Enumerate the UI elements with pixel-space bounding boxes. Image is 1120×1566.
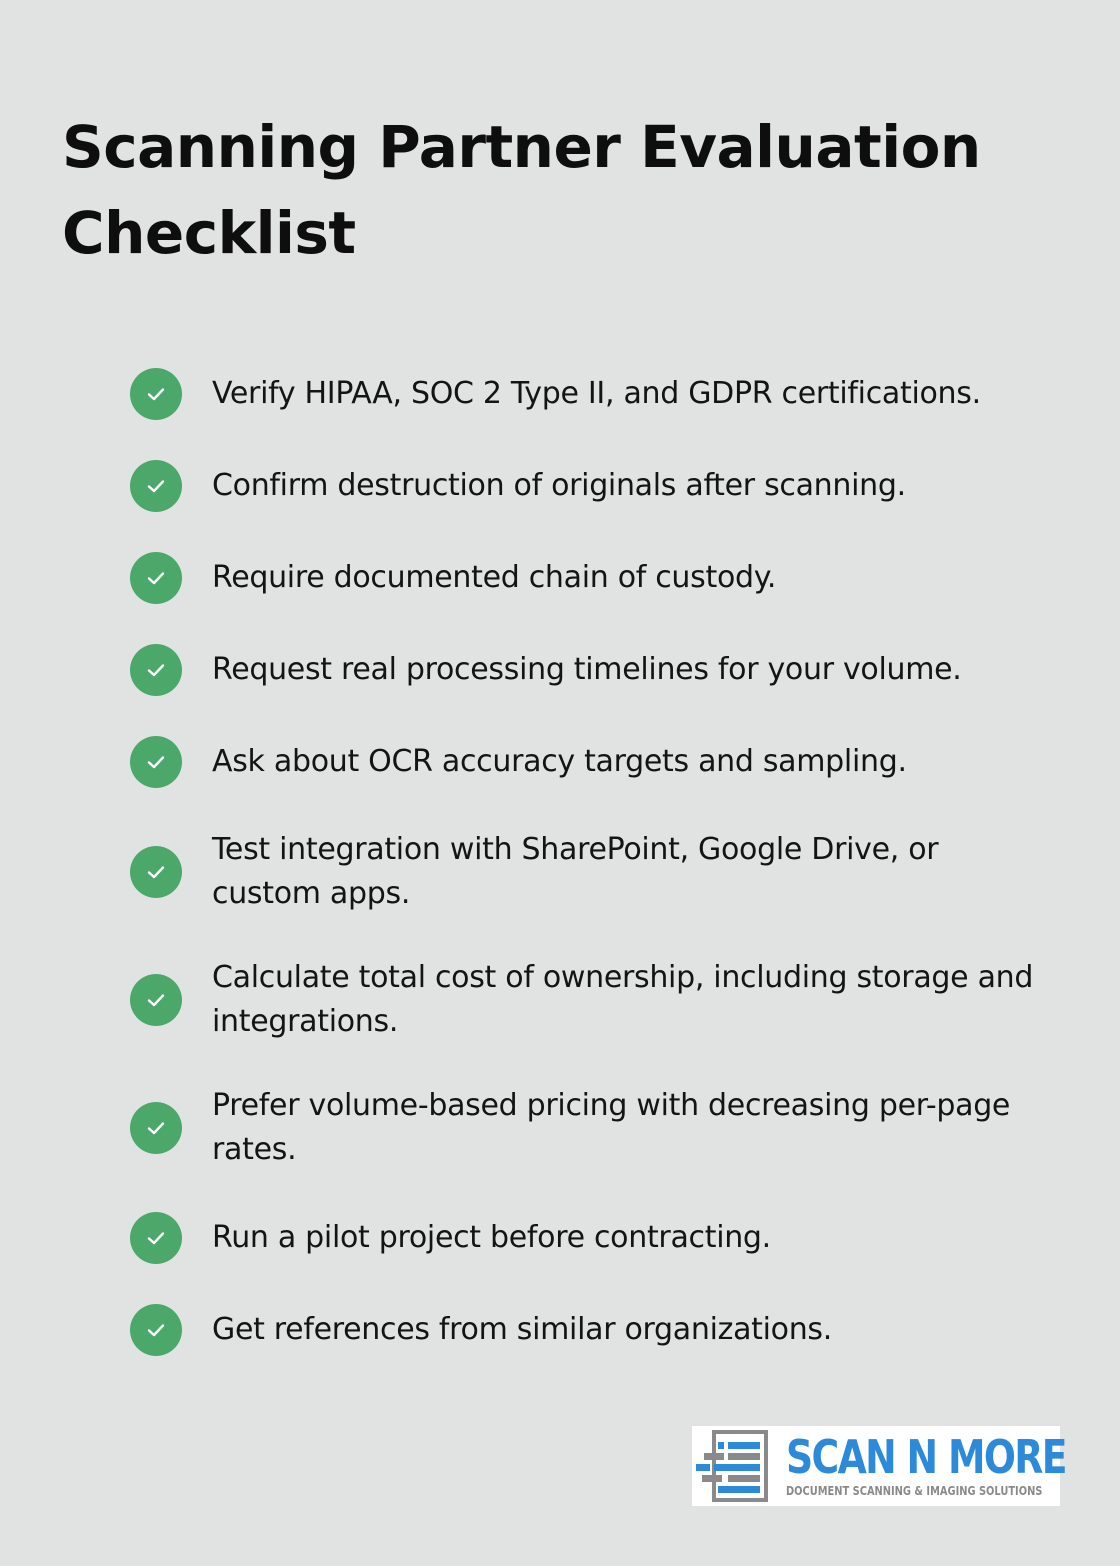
- checklist-item-text: Verify HIPAA, SOC 2 Type II, and GDPR certifications.: [212, 376, 981, 411]
- checklist-item: [130, 368, 1060, 420]
- checklist-item: [130, 644, 1060, 696]
- checklist-item: [130, 828, 1060, 916]
- checklist-item-text: Request real processing timelines for your volume.: [212, 652, 962, 687]
- checklist-item: [130, 1212, 1060, 1264]
- check-circle-icon: [130, 460, 182, 512]
- check-circle-icon: [130, 736, 182, 788]
- document-scan-icon: [692, 1426, 774, 1506]
- check-circle-icon: [130, 1304, 182, 1356]
- logo-tagline: DOCUMENT SCANNING & IMAGING SOLUTIONS: [786, 1484, 1043, 1498]
- page-title: Scanning Partner Evaluation Checklist: [62, 113, 981, 267]
- check-circle-icon: [130, 846, 182, 898]
- check-circle-icon: [130, 644, 182, 696]
- checklist-item-text: Get references from similar organizations.: [212, 1312, 832, 1347]
- checklist-item-text: Test integration with SharePoint, Google Drive, or custom apps.: [212, 832, 939, 911]
- checklist-item: [130, 736, 1060, 788]
- check-circle-icon: [130, 974, 182, 1026]
- checklist-item-text: Confirm destruction of originals after scanning.: [212, 468, 906, 503]
- checklist-item: [130, 552, 1060, 604]
- check-circle-icon: [130, 368, 182, 420]
- logo-name: SCAN N MORE: [786, 1430, 1066, 1484]
- checklist-item: [130, 1084, 1060, 1172]
- check-circle-icon: [130, 552, 182, 604]
- checklist-item-text: Calculate total cost of ownership, including storage and integrations.: [212, 960, 1034, 1039]
- check-circle-icon: [130, 1102, 182, 1154]
- check-circle-icon: [130, 1212, 182, 1264]
- checklist-item-text: Prefer volume-based pricing with decreasing per-page rates.: [212, 1088, 1011, 1167]
- checklist-item-text: Run a pilot project before contracting.: [212, 1220, 771, 1255]
- checklist-item-text: Require documented chain of custody.: [212, 560, 777, 595]
- checklist-item: [130, 956, 1060, 1044]
- checklist-item: [130, 460, 1060, 512]
- checklist-item: [130, 1304, 1060, 1356]
- company-logo: [692, 1426, 1066, 1506]
- checklist-item-text: Ask about OCR accuracy targets and sampling.: [212, 744, 907, 779]
